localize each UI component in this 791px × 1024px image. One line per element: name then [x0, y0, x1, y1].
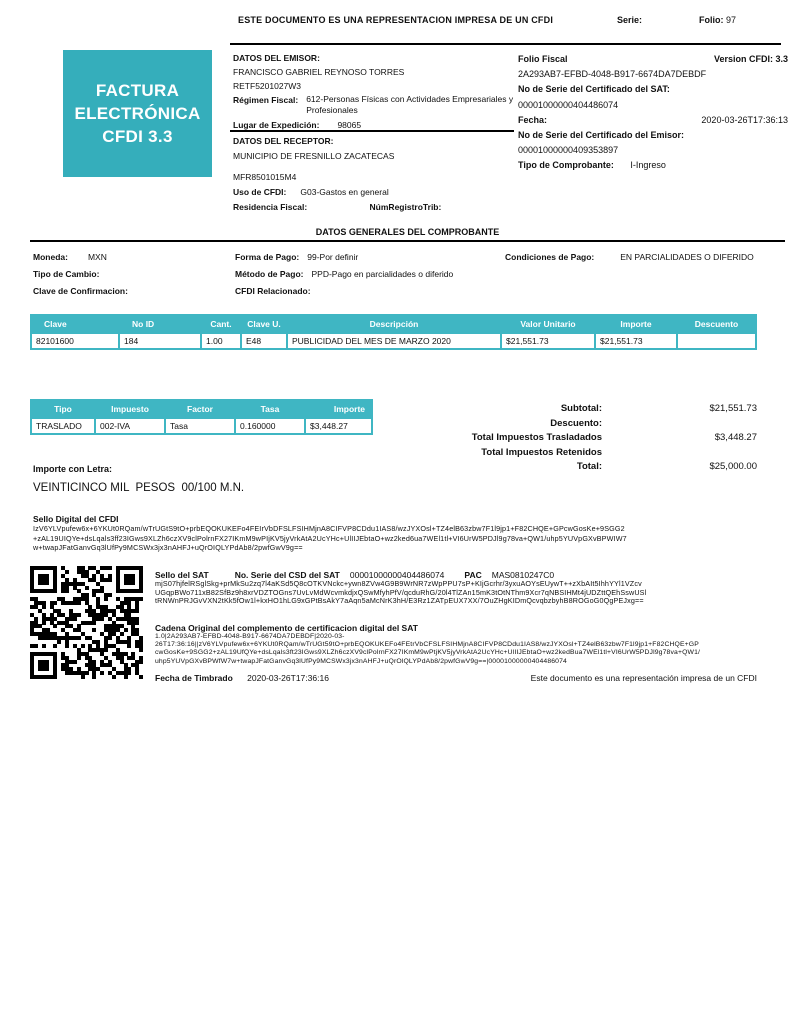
item-cant: 1.00 [202, 334, 240, 348]
total-row-descuento [380, 417, 757, 432]
tax-header-tipo: Tipo [32, 401, 94, 417]
sello-cfdi-section [33, 514, 757, 553]
expedicion-label: Lugar de Expedición: [233, 120, 320, 130]
pac-label: PAC [464, 570, 482, 580]
tipo-comprobante-row [518, 158, 788, 173]
receptor-rfc: MFR8501015M4 [233, 172, 297, 182]
tax-factor: Tasa [166, 419, 234, 433]
cadena-line: cwGosKe+9SGG2+zAL19UfQYe+dsLqals3ft23IGws9XLZh6czXV9clPolrnFX27IKmM9wPtjKV5jyVrkAtA2UcYHc+UlIIJEbtaO+wz2kedBua7WEl1tl+VI6UrW5PDJl9g78va+QW1/ [155, 649, 701, 657]
moneda-label: Moneda: [33, 252, 68, 262]
emisor-name: FRANCISCO GABRIEL REYNOSO TORRES [233, 67, 405, 77]
importe-letra-label: Importe con Letra: [33, 464, 113, 474]
item-claveu: E48 [242, 334, 286, 348]
brand-box [63, 50, 212, 177]
items-header-importe: Importe [596, 316, 676, 332]
tax-header-impuesto: Impuesto [96, 401, 164, 417]
item-importe: $21,551.73 [596, 334, 676, 348]
generales-col-3 [505, 249, 788, 266]
uso-cfdi-label: Uso de CFDI: [233, 187, 287, 197]
fiscal-section [518, 52, 788, 174]
items-table [30, 314, 757, 350]
clave-confirmacion-label: Clave de Confirmacion: [33, 286, 128, 296]
fecha-label: Fecha: [518, 114, 548, 125]
item-row [32, 334, 755, 348]
items-header-valor-unitario: Valor Unitario [502, 316, 594, 332]
folio-fiscal-label: Folio Fiscal [518, 54, 568, 64]
total-row-total [380, 460, 757, 475]
tax-header-tasa: Tasa [236, 401, 304, 417]
items-header-clave: Clave [32, 316, 118, 332]
fecha-row [518, 113, 788, 128]
emisor-section [233, 51, 516, 132]
descuento-value [602, 417, 757, 432]
uuid-value: 2A293AB7-EFBD-4048-B917-6674DA7DEBDF [518, 69, 707, 80]
brand-line-1: FACTURA [95, 81, 180, 100]
timbrado-pair [155, 673, 329, 683]
brand-line-2: ELECTRÓNICA [74, 104, 201, 123]
csd-sat-label: No. Serie del CSD del SAT [234, 570, 340, 580]
timbrado-value: 2020-03-26T17:36:16 [247, 673, 329, 683]
moneda-value: MXN [87, 252, 107, 262]
sello-sat-line: tRNWnPRJGvVXN2tKk5fOw1l+kxHO1hLG9xGPtBsAkY7aAqn5aMcNrK3hH/E3Rz1ZATpEUX7XX/7OuZHgKIDmQcvqbzbyhB8ROGoG0QgPEJxg== [155, 597, 644, 606]
item-descripcion: PUBLICIDAD DEL MES DE MARZO 2020 [288, 334, 500, 348]
sello-sat-section [155, 570, 757, 606]
total-value: $25,000.00 [709, 461, 757, 472]
tax-tipo: TRASLADO [32, 419, 94, 433]
serie-emisor-value: 00001000000409353897 [518, 145, 619, 156]
item-clave: 82101600 [32, 334, 118, 348]
sello-cfdi-line: +zAL19UIQYe+dsLqals3ff23IGws9XLZh6czXV9clPolrnFX27IKmM9wPIjKV5jyVrkAtA2UcYHc+UlIIJEbtaO+wz2ked6ua7WEl1tl+VI6UrW5PDJl9g78va+QW1/uhp5YUVpGXvBPWIW7 [33, 534, 627, 543]
sello-sat-header [155, 570, 757, 580]
tax-tasa: 0.160000 [236, 419, 304, 433]
metodo-pago-label: Método de Pago: [235, 269, 304, 279]
folio-label: Folio: [699, 15, 724, 25]
residencia-row [233, 200, 516, 215]
receptor-name: MUNICIPIO DE FRESNILLO ZACATECAS [233, 151, 395, 161]
serie-sat-value: 00001000000404486074 [518, 99, 619, 110]
residencia-label: Residencia Fiscal: [233, 202, 308, 212]
emisor-section-title: DATOS DEL EMISOR: [233, 53, 320, 63]
cadena-line: 1.0|2A293AB7-EFBD-4048-B917-6674DA7DEBDF|2020-03- [155, 633, 345, 640]
tax-header-row [32, 401, 371, 417]
items-header-row [32, 316, 755, 332]
tax-importe: $3,448.27 [306, 419, 371, 433]
tax-impuesto: 002-IVA [96, 419, 164, 433]
subtotal-value: $21,551.73 [709, 403, 757, 414]
totals-section [380, 402, 757, 475]
cadena-line: 26T17:36:16||zV6YLVpufew6x+6YKUt0RQam/wTrUGt59tO+prbEQOKUKEFo4FEtrVbCFSLFSIHMjnA8CIFVP8CDdu1IAS8/wzJYXOsl+TZ4elB63zbw7F1l9jp1+F82CHQE+GP [155, 641, 699, 649]
item-valor-unitario: $21,551.73 [502, 334, 594, 348]
sello-cfdi-line: IzV6YLVpufew6x+6YKUt0RQam/wTrUGtS9tO+prbEQOKUKEFo4FEIrVbDFSLFSIHMjnA8CIFVP8CDdu1IAS8/wzJYXOsl+TZ4elB63zbw7F1l9jp1+F82CHQE+GPcwGosKe+9SGG2 [33, 525, 625, 533]
metodo-pago-value: PPD-Pago en parcialidades o diferido [311, 269, 454, 279]
trasladados-label: Total Impuestos Trasladados [471, 432, 602, 443]
forma-pago-label: Forma de Pago: [235, 252, 300, 262]
items-header-claveu: Clave U. [242, 316, 286, 332]
cfdi-relacionado-label: CFDI Relacionado: [235, 286, 311, 296]
document-title: ESTE DOCUMENTO ES UNA REPRESENTACION IMPRESA DE UN CFDI [238, 15, 554, 25]
version-cfdi-label: Version CFDI: 3.3 [713, 54, 788, 64]
serie-label: Serie: [617, 15, 643, 25]
item-noid: 184 [120, 334, 200, 348]
cadena-original-section [155, 623, 757, 666]
items-header-descripcion: Descripción [288, 316, 500, 332]
tax-row [32, 419, 371, 433]
timbrado-label: Fecha de Timbrado [155, 673, 233, 683]
sello-sat-line: mjS07hjfelRSglSkg+prMkSu2zq7l4aKSd5Q8cOTKVNckc+ywn8ZVw4G9B9WrNR7zWpPPU7sP+KIjGcrhr/3yxuAOYsEUywT++zXbAIt5IhhYYl1VZcv [155, 580, 642, 588]
forma-pago-value: 99-Por definir [307, 252, 359, 262]
total-row-trasladados [380, 431, 757, 446]
condiciones-label: Condiciones de Pago: [505, 252, 595, 262]
expedicion-value: 98065 [337, 120, 362, 130]
uso-cfdi-value: G03-Gastos en general [300, 187, 389, 197]
total-label: Total: [576, 461, 602, 472]
trasladados-value: $3,448.27 [714, 432, 757, 443]
uso-cfdi-row [233, 185, 516, 200]
tax-table [30, 399, 373, 435]
footer-note: Este documento es una representación impresa de un CFDI [530, 673, 757, 683]
sello-cfdi-line: w+twapJFatGanvGq3lUfPy9MCSWx3jx3nAHFJ+uQrOIQLYPdAb8/2pwfGwV9g== [33, 544, 303, 553]
regimen-label: Régimen Fiscal: [233, 95, 299, 105]
timbrado-row [155, 673, 757, 683]
pac-value: MAS0810247C0 [491, 570, 555, 580]
serie-emisor-label: No de Serie del Certificado del Emisor: [518, 130, 685, 141]
total-row-retenidos [380, 446, 757, 461]
retenidos-value [602, 446, 757, 461]
emisor-receptor-divider [230, 130, 514, 132]
tipo-comprobante-value: I-Ingreso [630, 160, 666, 171]
descuento-label: Descuento: [550, 417, 602, 429]
folio-field [699, 15, 736, 25]
brand-line-3: CFDI 3.3 [102, 127, 173, 146]
item-descuento [678, 334, 755, 348]
emisor-regimen-row [233, 93, 516, 116]
sello-sat-label: Sello del SAT [155, 570, 209, 580]
condiciones-value: EN PARCIALIDADES O DIFERIDO [620, 252, 754, 262]
emisor-rfc: RETF5201027W3 [233, 81, 302, 91]
receptor-section [233, 134, 516, 215]
items-header-descuento: Descuento [678, 316, 755, 332]
total-row-subtotal [380, 402, 757, 417]
regimen-value: 612-Personas Físicas con Actividades Empresariales y Profesionales [306, 94, 514, 115]
qr-code [30, 566, 143, 679]
sello-sat-line: UGqpBWo711xB82SfBz9h8xrVDZTOGns7UvLvMdWcvmkdjxQSwMfyhPfV/qcduRhG/20l4TlZAn15mK3tOtNThm9Xcr7qNBSIHMt4jUDZttQEhSswUSl [155, 588, 647, 597]
generales-col-2 [235, 249, 500, 300]
generales-divider [30, 240, 785, 242]
receptor-section-title: DATOS DEL RECEPTOR: [233, 136, 334, 146]
generales-section-title: DATOS GENERALES DEL COMPROBANTE [315, 227, 500, 237]
cadena-title: Cadena Original del complemento de certificacion digital del SAT [155, 623, 418, 633]
serie-sat-label: No de Serie del Certificado del SAT: [518, 84, 670, 95]
qr-finder-icon [30, 566, 57, 593]
cadena-line: uhp5YUVpGXvBPWfW7w+twapJFatGanvGq3lUfPy9MCSWx3jx3nAHFJ+uQrOlQLYPdAb8/2pwfGwV9g==|00001000000404486074 [155, 657, 567, 665]
qr-finder-icon [116, 566, 143, 593]
tax-header-factor: Factor [166, 401, 234, 417]
items-header-noid: No ID [120, 316, 200, 332]
num-registro-label: NúmRegistroTrib: [369, 202, 442, 212]
fecha-value: 2020-03-26T17:36:13 [701, 114, 788, 125]
qr-finder-icon [30, 652, 57, 679]
items-header-cant: Cant. [202, 316, 240, 332]
importe-letra-section [33, 464, 244, 494]
tipo-cambio-label: Tipo de Cambio: [33, 269, 100, 279]
sello-cfdi-title: Sello Digital del CFDI [33, 514, 119, 524]
generales-col-1 [33, 249, 233, 300]
tipo-comprobante-label: Tipo de Comprobante: [518, 160, 614, 171]
subtotal-label: Subtotal: [560, 403, 602, 414]
header-divider [230, 43, 781, 45]
tax-header-importe: Importe [306, 401, 371, 417]
retenidos-label: Total Impuestos Retenidos [481, 446, 602, 458]
csd-sat-value: 00001000000404486074 [349, 570, 445, 580]
folio-value: 97 [726, 15, 737, 25]
folio-fiscal-row [518, 52, 788, 67]
importe-letra-value: VEINTICINCO MIL PESOS 00/100 M.N. [33, 482, 245, 494]
